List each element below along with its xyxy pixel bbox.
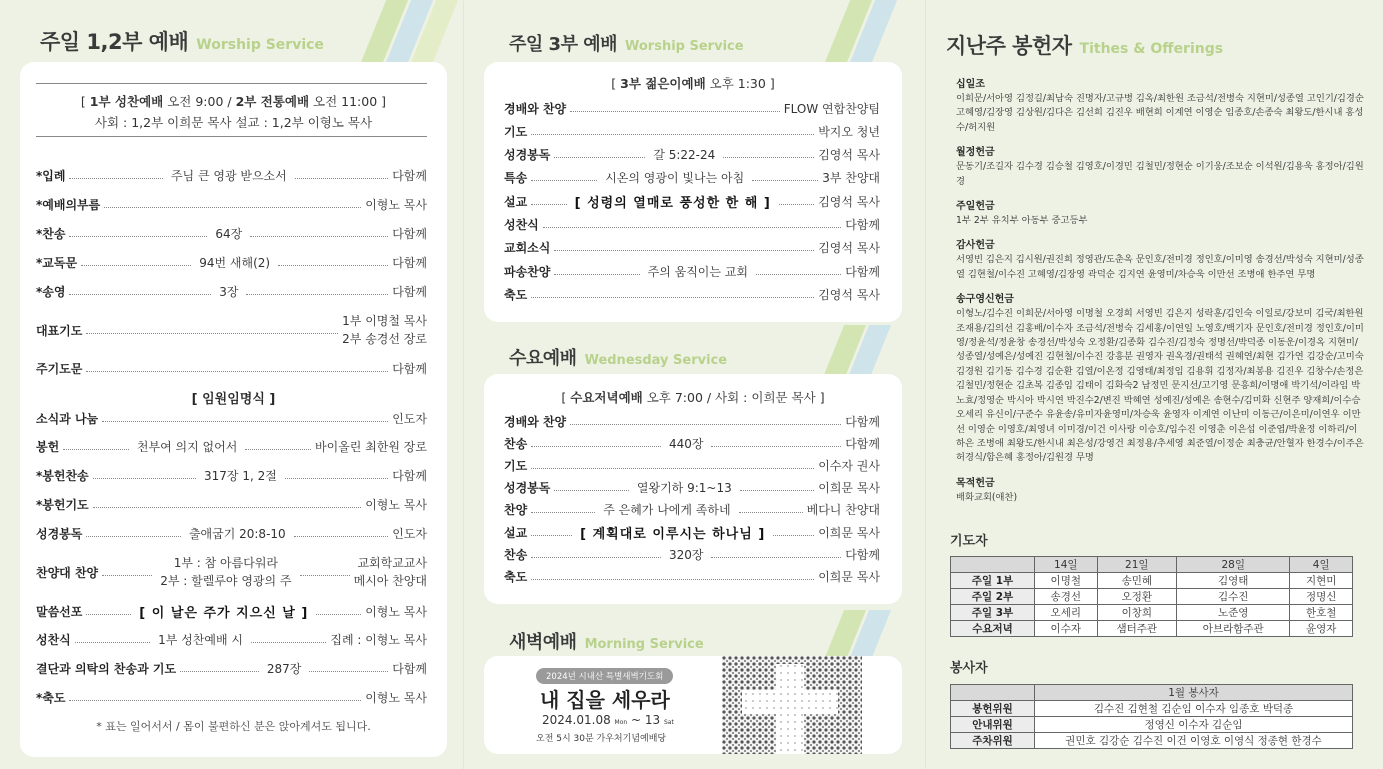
- morning-badge: 2024년 시내산 특별새벽기도회: [536, 668, 673, 684]
- leader-dots: [570, 424, 841, 425]
- service-item: [504, 434, 880, 452]
- item-leader: 베다니 찬양대: [806, 503, 880, 518]
- item-leader: 이희문 목사: [818, 525, 880, 540]
- offering-block: [956, 236, 1366, 282]
- item-label: 기도: [504, 458, 528, 473]
- item-label: 찬송: [504, 547, 528, 562]
- item-content: [156, 554, 295, 590]
- service-item: [504, 523, 880, 541]
- prayer-cell: 송민혜: [1097, 573, 1177, 589]
- order-card: [20, 62, 447, 757]
- item-content: 94번 새해(2): [199, 255, 271, 270]
- prayer-cell: 오세리: [1035, 605, 1098, 621]
- title-ko: 주일 1,2부 예배: [40, 30, 189, 54]
- panel-worship-1-2: [0, 0, 463, 769]
- service-item: [504, 146, 880, 164]
- leader-dots: [531, 579, 814, 580]
- item-leader: 박지오 청년: [818, 124, 880, 139]
- leader-dots: [316, 614, 361, 615]
- leader-dots: [246, 294, 388, 295]
- service-item: [504, 192, 880, 210]
- prayer-row: [951, 621, 1353, 637]
- prayer-cell: 지현미: [1290, 573, 1353, 589]
- prayer-title: 기도자: [950, 534, 988, 549]
- volunteer-row: [951, 717, 1353, 733]
- item-content: [ 이 날은 주가 지으신 날 ]: [139, 605, 309, 621]
- item-leader: 다함께: [845, 547, 880, 562]
- item-content: 주 은혜가 나에게 족하네: [603, 503, 731, 518]
- leader-dots: [102, 421, 388, 422]
- title-en: Worship Service: [196, 37, 324, 53]
- service-item: [504, 262, 880, 280]
- leader-dots: [69, 178, 162, 179]
- item-content: 317장 1, 2절: [204, 468, 277, 483]
- leader-dots: [554, 490, 629, 491]
- item-label: 경배와 찬양: [504, 414, 567, 429]
- service-item: [36, 466, 427, 484]
- item-label: 찬양: [504, 503, 528, 518]
- item-content: [ 계획대로 이루시는 하나님 ]: [580, 526, 766, 542]
- prayer-row-name: 주일 2부: [951, 589, 1035, 605]
- service-item: [36, 166, 427, 184]
- item-leader: [354, 554, 427, 590]
- prayer-cell: 정명신: [1290, 589, 1353, 605]
- leader-dots: [554, 250, 814, 251]
- prayer-cell: 이수자: [1035, 621, 1098, 637]
- prayer-table: 14일 21일 28일 4일 주일 1부 이명철 송민혜 김영태 지현미 주일 2부 송경선 오정환 김수진 정명신 주일 3부 오세리 이창희 노준영 한호철 수요저녁 이수자 샘터주관 아브라함주관 윤영자: [950, 556, 1353, 637]
- leader-dots: [69, 236, 207, 237]
- service-item: [504, 501, 880, 519]
- item-label: *예배의부름: [36, 197, 101, 212]
- leader-dots: [93, 507, 362, 508]
- section-title-3: 주일 3부 예배 Worship Service: [509, 34, 744, 55]
- section-title-morning: 새벽예배 Morning Service: [509, 632, 704, 653]
- item-label: 설교: [504, 525, 528, 540]
- footnote: * 표는 일어서서 / 몸이 불편하신 분은 앉아계셔도 됩니다.: [96, 720, 371, 733]
- morning-headline: 내 집을 세우라: [540, 688, 670, 712]
- item-leader: 이형노 목사: [365, 497, 427, 512]
- item-leader: 다함께: [392, 226, 427, 241]
- offering-heading: 주일헌금: [956, 201, 995, 213]
- service-item: [504, 285, 880, 303]
- s3-header: [ 3부 젊은이예배 오후 1:30 ]: [611, 76, 775, 91]
- service-item: [36, 602, 427, 620]
- leader-dots: [543, 227, 841, 228]
- prayer-row: [951, 573, 1353, 589]
- item-leader: 김영석 목사: [818, 148, 880, 163]
- offering-names: 이희문/서아영 김정길/최남숙 진명자/고규병 김옥/최한원 조금석/전병숙 지현미/성종열 고인기/김경순 고혜영/김장영 김상원/김다은 김선희 김진우 배현희 이계연 이영순 임종호/손종숙 최왕도/한시내 홍성수/허지원: [956, 93, 1364, 133]
- item-leader: 다함께: [845, 436, 880, 451]
- volunteer-table: 1월 봉사자 봉헌위원 김수진 김현철 김순임 이수자 임종호 박덕종 안내위원 정영신 이수자 김순임 주차위원 권민호 김강순 김수진 이건 이영호 이영식 정종현 한경수: [950, 684, 1353, 749]
- item-leader: 다함께: [392, 361, 427, 376]
- leader-dots: [711, 557, 841, 558]
- leader-dots: [93, 478, 196, 479]
- prayer-cell: 이창희: [1097, 605, 1177, 621]
- item-leader: 이형노 목사: [365, 690, 427, 705]
- leader-dots: [531, 297, 814, 298]
- leader-dots: [570, 111, 780, 112]
- item-content: 시온의 영광이 빛나는 아침: [605, 171, 745, 186]
- item-leader: 다함께: [845, 264, 880, 279]
- offering-block: [956, 290, 1366, 465]
- item-label: 찬송: [504, 436, 528, 451]
- leader-dots: [723, 157, 814, 158]
- item-content: 320장: [668, 547, 704, 562]
- leader-dots: [531, 446, 661, 447]
- offering-names: 1부 2부 유치부 아동부 중고등부: [956, 215, 1088, 227]
- item-leader: 다함께: [392, 284, 428, 299]
- leader-dots: [245, 449, 311, 450]
- item-leader: 다함께: [845, 218, 880, 232]
- leader-dots: [285, 478, 388, 479]
- item-content: 440장: [668, 436, 704, 451]
- item-label: 축도: [504, 569, 528, 584]
- item-leader-line: 메시아 찬양대: [353, 574, 427, 588]
- leader-dots: [756, 274, 841, 275]
- item-leader: [342, 312, 427, 348]
- service-item: [504, 99, 880, 117]
- item-label: *입례: [36, 168, 66, 183]
- item-leader: FLOW 연합찬양팀: [783, 101, 880, 116]
- item-content: 주님 큰 영광 받으소서: [170, 168, 287, 183]
- item-label: *축도: [36, 690, 66, 705]
- service-item: [504, 122, 880, 140]
- volunteer-title: 봉사자: [950, 661, 988, 676]
- item-leader: 이희문 목사: [818, 569, 880, 584]
- morning-card: [484, 656, 902, 754]
- leader-dots: [251, 642, 326, 643]
- item-label: 성찬식: [504, 218, 539, 232]
- prayer-cell: 김수진: [1177, 589, 1290, 605]
- item-label: 교회소식: [504, 241, 551, 256]
- item-label: 성경봉독: [504, 148, 551, 163]
- section-title-offerings: 지난주 봉헌자 Tithes & Offerings: [946, 34, 1224, 58]
- item-label: 파송찬양: [504, 264, 551, 279]
- offering-heading: 송구영신헌금: [956, 294, 1014, 306]
- offering-names: 서영빈 김은지 김시원/권진희 정영관/도춘옥 문인호/전미경 정인호/이미영 송경선/박성숙 지현미/성종열 김현철/이수진 고혜영/김장영 곽덕순 김지연 윤영미/차승욱 이만선 조병애 한주연 무명: [956, 254, 1364, 280]
- item-label: 성찬식: [36, 632, 71, 647]
- leader-dots: [531, 557, 661, 558]
- leader-dots: [752, 180, 818, 181]
- offering-names: 문동기/조길자 김수경 김승철 김영호/이경민 김철민/정현순 이기웅/조보순 이석원/김용욱 홍정아/김원경: [956, 161, 1364, 187]
- leader-dots: [531, 134, 814, 135]
- leader-dots: [531, 468, 814, 469]
- leader-dots: [779, 204, 814, 205]
- prayer-cell: 윤영자: [1290, 621, 1353, 637]
- section-title-wed: 수요예배 Wednesday Service: [509, 348, 728, 369]
- leader-dots: [295, 178, 388, 179]
- leader-dots: [531, 512, 595, 513]
- leader-dots: [309, 671, 388, 672]
- item-content: 출애굽기 20:8-10: [188, 526, 286, 541]
- item-leader: 이수자 권사: [818, 458, 880, 473]
- service-item: [504, 567, 880, 585]
- leader-dots: [104, 207, 361, 208]
- leader-dots: [69, 294, 211, 295]
- section-title: [40, 26, 324, 56]
- prayer-cell: 오정환: [1097, 589, 1177, 605]
- prayer-row-name: 주일 3부: [951, 605, 1035, 621]
- item-label: *찬송: [36, 226, 66, 241]
- leader-dots: [531, 204, 566, 205]
- volunteer-role: 주차위원: [951, 733, 1035, 749]
- prayer-row: [951, 589, 1353, 605]
- prayer-cell: 송경선: [1035, 589, 1098, 605]
- leader-dots: [278, 265, 388, 266]
- offering-block: [956, 197, 1366, 228]
- leader-dots: [81, 265, 191, 266]
- item-content: 287장: [266, 661, 302, 676]
- leader-dots: [75, 642, 150, 643]
- item-label: 봉헌: [36, 439, 60, 454]
- service-item: [36, 688, 427, 706]
- item-content: 3장: [219, 284, 239, 299]
- service-item: [504, 239, 880, 257]
- service-item: [36, 253, 427, 271]
- prayer-row-name: 주일 1부: [951, 573, 1035, 589]
- item-label: *봉헌기도: [36, 497, 89, 512]
- item-content: 갈 5:22-24: [653, 148, 716, 163]
- service-item: [36, 524, 427, 542]
- service-item: [504, 216, 880, 234]
- item-content: 천부여 의지 없어서: [136, 439, 238, 454]
- leader-dots: [711, 446, 841, 447]
- morning-date: 2024.01.08 Mon ~ 13 Sat: [542, 713, 674, 727]
- item-content: 64장: [215, 226, 243, 241]
- service-header: [ 1부 성찬예배 오전 9:00 / 2부 전통예배 오전 11:00 ]: [80, 94, 387, 109]
- item-label: 말씀선포: [36, 604, 83, 619]
- item-leader: 다함께: [392, 661, 428, 676]
- item-label: 설교: [504, 194, 528, 209]
- leader-dots: [86, 371, 388, 372]
- item-leader: 이형노 목사: [365, 604, 427, 619]
- leader-dots: [531, 535, 572, 536]
- item-leader-line: 교회학교교사: [357, 556, 427, 570]
- service-item: [36, 659, 427, 677]
- offering-block: [956, 75, 1366, 135]
- volunteer-names: 권민호 김강순 김수진 이건 이영호 이영식 정종현 한경수: [1035, 733, 1353, 749]
- volunteer-names: 김수진 김현철 김순임 이수자 임종호 박덕종: [1035, 701, 1353, 717]
- service-item: [36, 224, 427, 242]
- item-leader: 집례 : 이형노 목사: [330, 632, 427, 647]
- service-item: [504, 412, 880, 430]
- item-leader: 다함께: [392, 168, 427, 183]
- prayer-cell: 샘터주관: [1097, 621, 1177, 637]
- item-content: 주의 움직이는 교회: [647, 264, 748, 279]
- item-label: 축도: [504, 287, 528, 302]
- leaders-line: 사회 : 1,2부 이희문 목사 설교 : 1,2부 이형노 목사: [94, 115, 373, 130]
- leader-dots: [739, 512, 803, 513]
- offering-heading: 월정헌금: [956, 147, 995, 159]
- item-content: [ 성령의 열매로 풍성한 한 해 ]: [574, 195, 771, 211]
- leader-dots: [554, 274, 639, 275]
- item-label: 대표기도: [36, 323, 83, 338]
- item-leader-line: 1부 이명철 목사: [342, 314, 427, 328]
- offering-heading: 십일조: [956, 79, 985, 90]
- item-label: 경배와 찬양: [504, 101, 567, 116]
- service-item: [504, 169, 880, 187]
- item-leader: 김영석 목사: [818, 287, 880, 302]
- service-item: [36, 437, 427, 455]
- appointment-heading: [ 임원임명식 ]: [191, 392, 276, 407]
- prayer-cell: 한호철: [1290, 605, 1353, 621]
- panel-offerings: [925, 0, 1383, 769]
- service-item: [36, 359, 427, 377]
- volunteer-names: 정영신 이수자 김순임: [1035, 717, 1353, 733]
- volunteer-row: [951, 701, 1353, 717]
- item-label: 찬양대 찬양: [36, 565, 99, 580]
- service-item: [36, 409, 427, 427]
- prayer-cell: 이명철: [1035, 573, 1098, 589]
- item-leader: 김영석 목사: [818, 194, 880, 209]
- offering-block: [956, 474, 1366, 505]
- item-leader-line: 2부 송경선 장로: [342, 332, 427, 346]
- item-label: 주기도문: [36, 361, 83, 376]
- service-item: [504, 456, 880, 474]
- prayer-cell: 김영태: [1177, 573, 1290, 589]
- item-leader: 다함께: [392, 255, 428, 270]
- panel-worship-3-wed-morning: [463, 0, 925, 769]
- item-leader: 다함께: [845, 414, 880, 429]
- leader-dots: [740, 490, 815, 491]
- service-item: [36, 312, 427, 348]
- cross-icon: [722, 656, 862, 754]
- service-item: [504, 479, 880, 497]
- service-item: [36, 554, 427, 590]
- leader-dots: [531, 180, 597, 181]
- leader-dots: [69, 700, 361, 701]
- wed-card: [484, 374, 902, 604]
- item-label: *교독문: [36, 255, 78, 270]
- leader-dots: [300, 575, 350, 576]
- item-content: 1부 성찬예배 시: [158, 632, 243, 647]
- offering-block: [956, 143, 1366, 189]
- leader-dots: [86, 536, 181, 537]
- leader-dots: [294, 536, 389, 537]
- wed-header: [ 수요저녁예배 오후 7:00 / 사회 : 이희문 목사 ]: [561, 390, 825, 405]
- service-item: [36, 495, 427, 513]
- volunteer-row: [951, 733, 1353, 749]
- item-label: 기도: [504, 124, 528, 139]
- item-content-line: 1부 : 참 아름다워라: [173, 556, 279, 570]
- leader-dots: [86, 333, 338, 334]
- item-leader: 바이올린 최한원 장로: [315, 439, 427, 454]
- item-leader: 인도자: [392, 411, 427, 426]
- item-label: *송영: [36, 284, 66, 299]
- service-item: [36, 195, 427, 213]
- morning-time: 오전 5시 30분 가우처기념예배당: [536, 734, 667, 744]
- leader-dots: [554, 157, 645, 158]
- offering-list: [956, 75, 1366, 513]
- item-leader: 인도자: [392, 526, 428, 541]
- prayer-cell: 노준영: [1177, 605, 1290, 621]
- leader-dots: [180, 671, 259, 672]
- service-item: [504, 545, 880, 563]
- prayer-cell: 아브라함주관: [1177, 621, 1290, 637]
- offering-names: 배화교회(애찬): [956, 491, 1018, 503]
- item-leader: 이희문 목사: [818, 481, 881, 496]
- prayer-row: [951, 605, 1353, 621]
- volunteer-role: 봉헌위원: [951, 701, 1035, 717]
- item-label: *봉헌찬송: [36, 468, 89, 483]
- leader-dots: [102, 575, 152, 576]
- prayer-row-name: 수요저녁: [951, 621, 1035, 637]
- item-leader: 이형노 목사: [365, 197, 427, 212]
- offering-names: 이형노/김수진 이희문/서아영 이명철 오경희 서영빈 김은지 성락훈/김인숙 이일로/강보미 김국/최한원 조재용/김의선 김홍배/이수자 조금석/전병숙 김세홍/이연일 노영호/백기자 문인호/전미경 정인호/이미영/정윤석/정윤창 송경선/박성숙 오정환/김종화 김수진/김정숙 정명선/박덕종 이동운/이경옥 지현미/성종열/성예은/성예진 김현철/이수진 강흥분 권영자 권옥경/권태석 권혜연/최현 김가연 김강순/고미숙 김경원 김기동 김수경 김순환 김열/이온정 김영태/최정임 김용휘 김정자/최봉용 김진우 김창수/손정은 김철민/정현순 김초복 김종임 김태이 김화숙2 남정민 문지선/고기영 문흥희/이명애 박기석/이라임 박노효/정영순 박시아 박시연 박진수2/변진 박혜연 성예진/성예은 송현수/김미화 신현주 양재희/이수승 오세리 유신이/구준수 유윤송/유미자윤영미/차승욱 윤영자 이계연 이난미 이동근/이은미/이연우 이만선 이영순 이영호/최영녀 이미경/이건 이사랑 이승호/임수진 이영춘 이은섭 이준엽/박윤정 이하리/이하은 조병애 최왕도/한시내 최은성/강영건 최정용/추세영 최준열/이정순 최충균/안혈자 한경수/이주은 허경식/함은혜 홍정아/김원경 무명: [956, 308, 1364, 464]
- leader-dots: [773, 535, 814, 536]
- item-label: 성경봉독: [504, 481, 551, 496]
- offering-heading: 감사헌금: [956, 240, 995, 252]
- service-item: [36, 282, 427, 300]
- volunteer-role: 안내위원: [951, 717, 1035, 733]
- item-leader: 3부 찬양대: [822, 171, 881, 186]
- item-label: 소식과 나눔: [36, 411, 99, 426]
- leader-dots: [86, 614, 131, 615]
- leader-dots: [250, 236, 388, 237]
- item-content-line: 2부 : 할렐루야 영광의 주: [160, 574, 292, 588]
- item-leader: 김영석 목사: [818, 241, 880, 256]
- s3-card: [484, 62, 902, 322]
- offering-heading: 목적헌금: [956, 477, 995, 489]
- leader-dots: [63, 449, 129, 450]
- service-item: [36, 630, 427, 648]
- item-label: 성경봉독: [36, 526, 83, 541]
- item-label: 결단과 의탁의 찬송과 기도: [36, 661, 177, 676]
- item-content: 열왕기하 9:1~13: [636, 481, 732, 496]
- item-leader: 다함께: [392, 468, 427, 483]
- item-label: 특송: [504, 171, 528, 186]
